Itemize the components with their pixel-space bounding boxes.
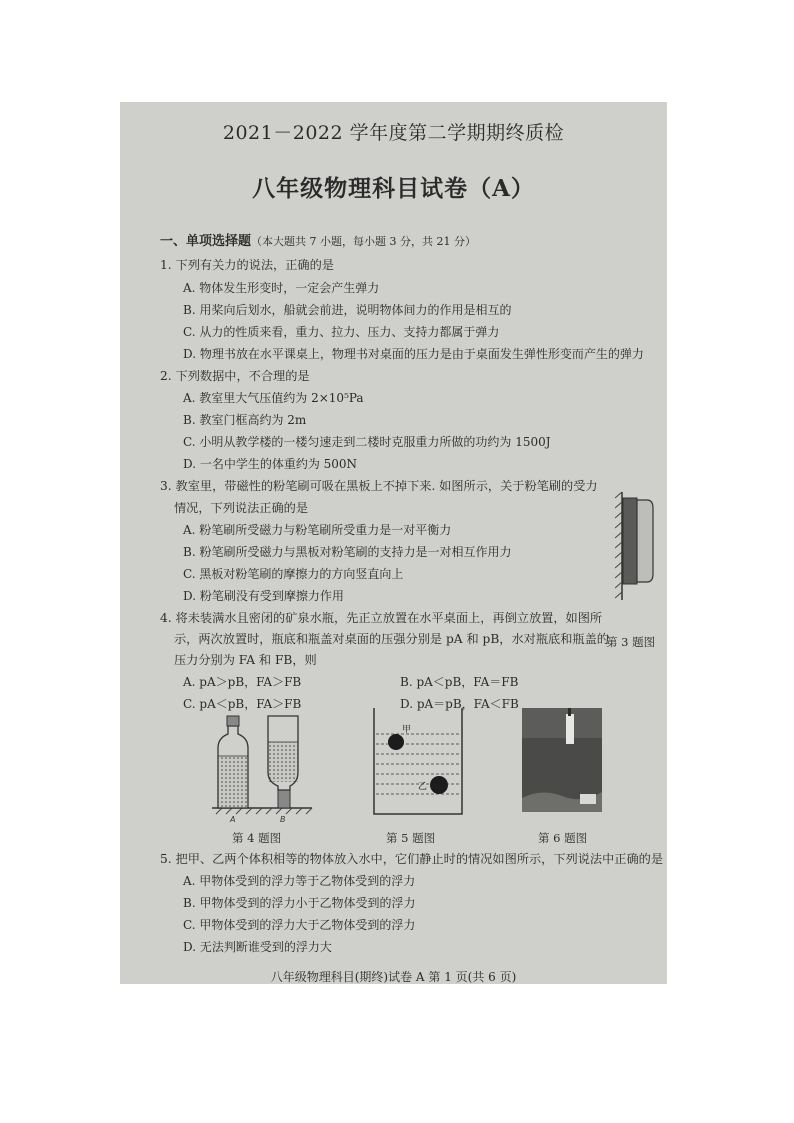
figure-4-label-a: A	[230, 815, 236, 824]
figure-4-caption: 第 4 题图	[232, 831, 282, 845]
question-4-stem-line-1: 4. 将未装满水且密闭的矿泉水瓶，先正立放置在水平桌面上，再倒立放置，如图所	[160, 611, 603, 625]
question-1-stem: 1. 下列有关力的说法，正确的是	[160, 258, 334, 272]
question-4-option-a: A. pA＞pB，FA＞FB	[183, 675, 302, 689]
question-1-option-a: A. 物体发生形变时，一定会产生弹力	[183, 281, 380, 295]
figure-5-caption: 第 5 题图	[386, 831, 436, 845]
question-4-stem-line-3: 压力分别为 FA 和 FB，则	[174, 653, 317, 667]
section-heading	[160, 230, 476, 249]
figure-3-chalk-brush	[615, 486, 660, 604]
question-5-option-c: C. 甲物体受到的浮力大于乙物体受到的浮力	[183, 918, 416, 932]
question-2-stem: 2. 下列数据中，不合理的是	[160, 369, 310, 383]
question-5-option-a: A. 甲物体受到的浮力等于乙物体受到的浮力	[183, 874, 416, 888]
question-3-option-a: A. 粉笔刷所受磁力与粉笔刷所受重力是一对平衡力	[183, 523, 452, 537]
question-2-option-a: A. 教室里大气压值约为 2×10⁵Pa	[183, 391, 364, 405]
figure-3-caption: 第 3 题图	[606, 635, 656, 649]
question-5-option-b: B. 甲物体受到的浮力小于乙物体受到的浮力	[183, 896, 416, 910]
section-title: 一、单项选择题	[160, 234, 252, 249]
question-1-option-b: B. 用桨向后划水，船就会前进，说明物体间力的作用是相互的	[183, 303, 512, 317]
exam-paper	[120, 102, 667, 984]
exam-year-title: 2021－2022 学年度第二学期期终质检	[222, 122, 565, 144]
question-3-option-c: C. 黑板对粉笔刷的摩擦力的方向竖直向上	[183, 567, 404, 581]
figure-5-beaker	[372, 708, 464, 818]
figure-4-label-b: B	[280, 815, 286, 824]
figure-6-photo	[522, 708, 602, 812]
question-4-option-c: C. pA＜pB，FA＞FB	[183, 697, 302, 711]
question-5-stem: 5. 把甲、乙两个体积相等的物体放入水中，它们静止时的情况如图所示，下列说法中正确的是	[160, 852, 664, 866]
question-3-stem-line-1: 3. 教室里，带磁性的粉笔刷可吸在黑板上不掉下来. 如图所示，关于粉笔刷的受力	[160, 479, 598, 493]
figure-5-label-jia: 甲	[402, 725, 412, 735]
question-3-option-d: D. 粉笔刷没有受到摩擦力作用	[183, 589, 344, 603]
page-footer: 八年级物理科目(期终)试卷 A 第 1 页(共 6 页)	[270, 970, 517, 984]
exam-main-title: 八年级物理科目试卷（A）	[252, 175, 535, 202]
question-3-stem-line-2: 情况，下列说法正确的是	[174, 501, 309, 515]
question-5-option-d: D. 无法判断谁受到的浮力大	[183, 940, 332, 954]
figure-4-bottles	[208, 712, 318, 824]
question-2-option-d: D. 一名中学生的体重约为 500N	[183, 457, 358, 471]
figure-6-caption: 第 6 题图	[538, 831, 588, 845]
question-2-option-b: B. 教室门框高约为 2m	[183, 413, 307, 427]
question-1-option-c: C. 从力的性质来看，重力、拉力、压力、支持力都属于弹力	[183, 325, 500, 339]
question-1-option-d: D. 物理书放在水平课桌上，物理书对桌面的压力是由于桌面发生弹性形变而产生的弹力	[183, 347, 644, 361]
question-4-option-b: B. pA＜pB，FA＝FB	[400, 675, 519, 689]
question-4-option-d: D. pA＝pB，FA＜FB	[400, 697, 519, 711]
figure-5-label-yi: 乙	[418, 782, 428, 792]
section-note: （本大题共 7 小题，每小题 3 分，共 21 分）	[251, 235, 476, 248]
question-2-option-c: C. 小明从教学楼的一楼匀速走到二楼时克服重力所做的功约为 1500J	[183, 435, 551, 449]
question-4-stem-line-2: 示，两次放置时，瓶底和瓶盖对桌面的压强分别是 pA 和 pB，水对瓶底和瓶盖的	[174, 632, 609, 646]
question-3-option-b: B. 粉笔刷所受磁力与黑板对粉笔刷的支持力是一对相互作用力	[183, 545, 512, 559]
